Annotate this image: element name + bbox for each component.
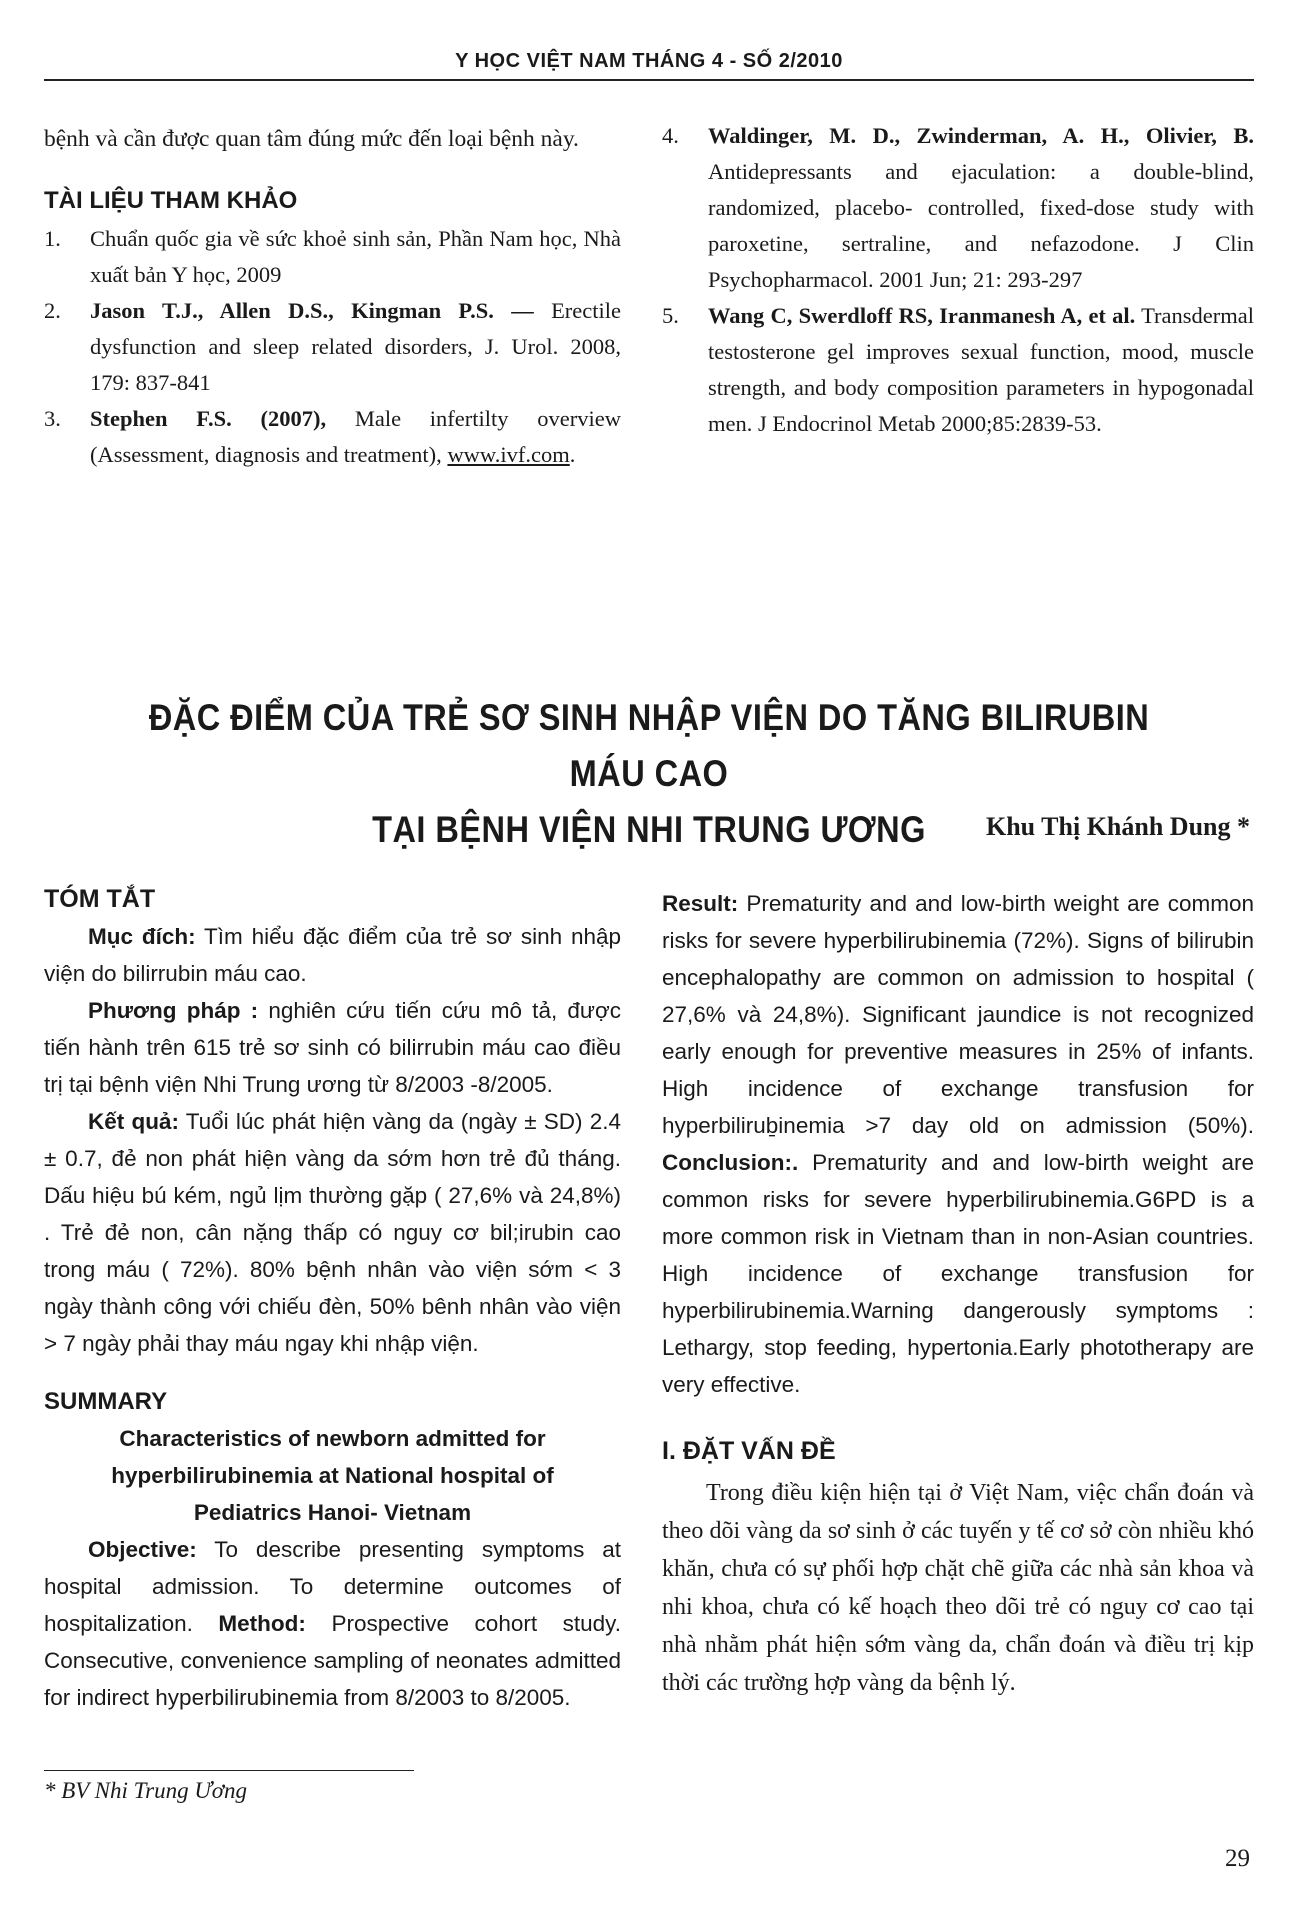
summary-method-text: Prospective cohort study. Consecutive, convenience sampling of neonates admitted for indirect hyperbilirubinemia from 8/2003 to 8/2005. (44, 1611, 621, 1710)
section-heading: I. ĐẶT VẤN ĐỀ (662, 1437, 836, 1465)
footnote: * BV Nhi Trung Ương (44, 1778, 248, 1803)
reference-text: Chuẩn quốc gia về sức khoẻ sinh sản, Phần Nam học, Nhà xuất bản Y học, 2009 (90, 226, 621, 287)
reference-item (662, 298, 1254, 442)
header-rule (44, 79, 1254, 81)
prev-article-left-column (44, 122, 621, 473)
summary-result-text: Prematurity and and low-birth weight are common risks for severe hyperbilirubinemia (72%). Signs of bilirubin encephalopathy are common on admission to hospital ( 27,6% và 24,8%). Significant jaundice is not recognized early enough for preventive measures in 25% of infants. High incidence of exchange transfusion for hyperbiliruḇinemia >7 day old on admission (50%). (662, 891, 1254, 1138)
tomtat-method (44, 992, 621, 1103)
reference-number: 5. (662, 303, 679, 328)
summary-conclusion-label: Conclusion:. (662, 1150, 799, 1175)
reference-text: Male infertilty overview (Assessment, diagnosis and treatment), (90, 406, 621, 467)
reference-number: 4. (662, 123, 679, 148)
reference-item (44, 221, 621, 293)
tomtat-method-label: Phương pháp : (88, 998, 259, 1023)
summary-result-label: Result: (662, 891, 739, 916)
tomtat-objective-label: Mục đích: (88, 924, 196, 949)
reference-item (44, 293, 621, 401)
summary-method-label: Method: (218, 1611, 306, 1636)
summary-objective-method (44, 1531, 621, 1716)
page-number: 29 (1225, 1845, 1250, 1872)
reference-text: Antidepressants and ejaculation: a double-blind, randomized, placebo- controlled, fixed-dose study with paroxetine, sertraline, and nefazodone. J Clin Psychopharmacol. 2001 Jun; 21: 293-297 (708, 159, 1254, 292)
abstract-right-column (662, 885, 1254, 1702)
running-header: Y HỌC VIỆT NAM THÁNG 4 - SỐ 2/2010 (455, 50, 843, 72)
tomtat-result-text: Tuổi lúc phát hiện vàng da (ngày ± SD) 2.4 ± 0.7, đẻ non phát hiện vàng da sớm hơn trẻ đủ tháng. Dấu hiệu bú kém, ngủ lịm thường gặp ( 27,6% và 24,8%) . Trẻ đẻ non, cân nặng thấp có nguy cơ bil;irubin cao trong máu ( 72%). 80% bệnh nhân vào viện sớm < 3 ngày thành công với chiếu đèn, 50% bênh nhân vào viện > 7 ngày phải thay máu ngay khi nhập viện. (44, 1109, 622, 1356)
references-heading: TÀI LIỆU THAM KHẢO (44, 187, 298, 214)
prev-article-right-column (662, 118, 1254, 442)
summary-result-conclusion (662, 885, 1254, 1403)
reference-authors: Stephen F.S. (2007), (90, 406, 327, 431)
reference-number: 3. (44, 406, 61, 431)
tomtat-objective (44, 918, 621, 992)
reference-authors: Wang C, Swerdloff RS, Iranmanesh A, et al. (708, 303, 1136, 328)
article-title-line-1: ĐẶC ĐIỂM CỦA TRẺ SƠ SINH NHẬP VIỆN DO TĂNG BILIRUBIN MÁU CAO (148, 697, 1150, 794)
reference-authors: Jason T.J., Allen D.S., Kingman P.S. — (90, 298, 534, 323)
article-author: Khu Thị Khánh Dung * (986, 812, 1250, 841)
reference-link[interactable]: www.ivf.com (447, 442, 570, 467)
summary-objective-text: To describe presenting symptoms at hospital admission. To determine outcomes of hospitalization. (44, 1537, 621, 1636)
tomtat-objective-text: Tìm hiểu đặc điểm của trẻ sơ sinh nhập viện do bilirrubin máu cao. (44, 924, 621, 986)
reference-number: 2. (44, 298, 61, 323)
tomtat-heading: TÓM TẮT (44, 885, 156, 913)
reference-item (44, 401, 621, 473)
article-title-line-2: TẠI BỆNH VIỆN NHI TRUNG ƯƠNG (372, 809, 926, 850)
summary-objective-label: Objective: (88, 1537, 197, 1562)
summary-heading: SUMMARY (44, 1388, 168, 1415)
reference-item (662, 118, 1254, 298)
summary-title: Characteristics of newborn admitted for hyperbilirubinemia at National hospital of Pediatrics Hanoi- Vietnam (111, 1426, 554, 1525)
reference-number: 1. (44, 226, 61, 251)
abstract-left-column (44, 885, 621, 1716)
reference-text: Transdermal testosterone gel improves sexual function, mood, muscle strength, and body composition parameters in hypogonadal men. J Endocrinol Metab 2000;85:2839-53. (708, 303, 1254, 436)
tomtat-result-label: Kết quả: (88, 1109, 179, 1134)
section-paragraph: Trong điều kiện hiện tại ở Việt Nam, việc chẩn đoán và theo dõi vàng da sơ sinh ở các tuyến y tế cơ sở còn nhiều khó khăn, chưa có sự phối hợp chặt chẽ giữa các nhà sản khoa và nhi khoa, chưa có kế hoạch theo dõi trẻ có nguy cơ cao tại nhà nhằm phát hiện sớm vàng da, chẩn đoán và điều trị kịp thời các trường hợp vàng da bệnh lý. (662, 1480, 1254, 1696)
reference-link-suffix: . (569, 442, 576, 467)
reference-authors: Waldinger, M. D., Zwinderman, A. H., Olivier, B. (708, 123, 1254, 148)
tomtat-method-text: nghiên cứu tiến cứu mô tả, được tiến hành trên 615 trẻ sơ sinh có bilirrubin máu cao điều trị tại bệnh viện Nhi Trung ương từ 8/2003 -8/2005. (44, 998, 621, 1097)
closing-paragraph: bệnh và cần được quan tâm đúng mức đến loại bệnh này. (44, 126, 579, 152)
summary-conclusion-text: Prematurity and and low-birth weight are common risks for severe hyperbilirubinemia.G6PD is a more common risk in Vietnam than in non-Asian countries. High incidence of exchange transfusion for hyperbilirubinemia.Warning dangerously symptoms : Lethargy, stop feeding, hypertonia.Early phototherapy are very effective. (662, 1150, 1254, 1397)
footnote-rule (44, 1770, 414, 1771)
tomtat-result (44, 1103, 621, 1362)
reference-text: Erectile dysfunction and sleep related disorders, J. Urol. 2008, 179: 837-841 (90, 298, 622, 395)
